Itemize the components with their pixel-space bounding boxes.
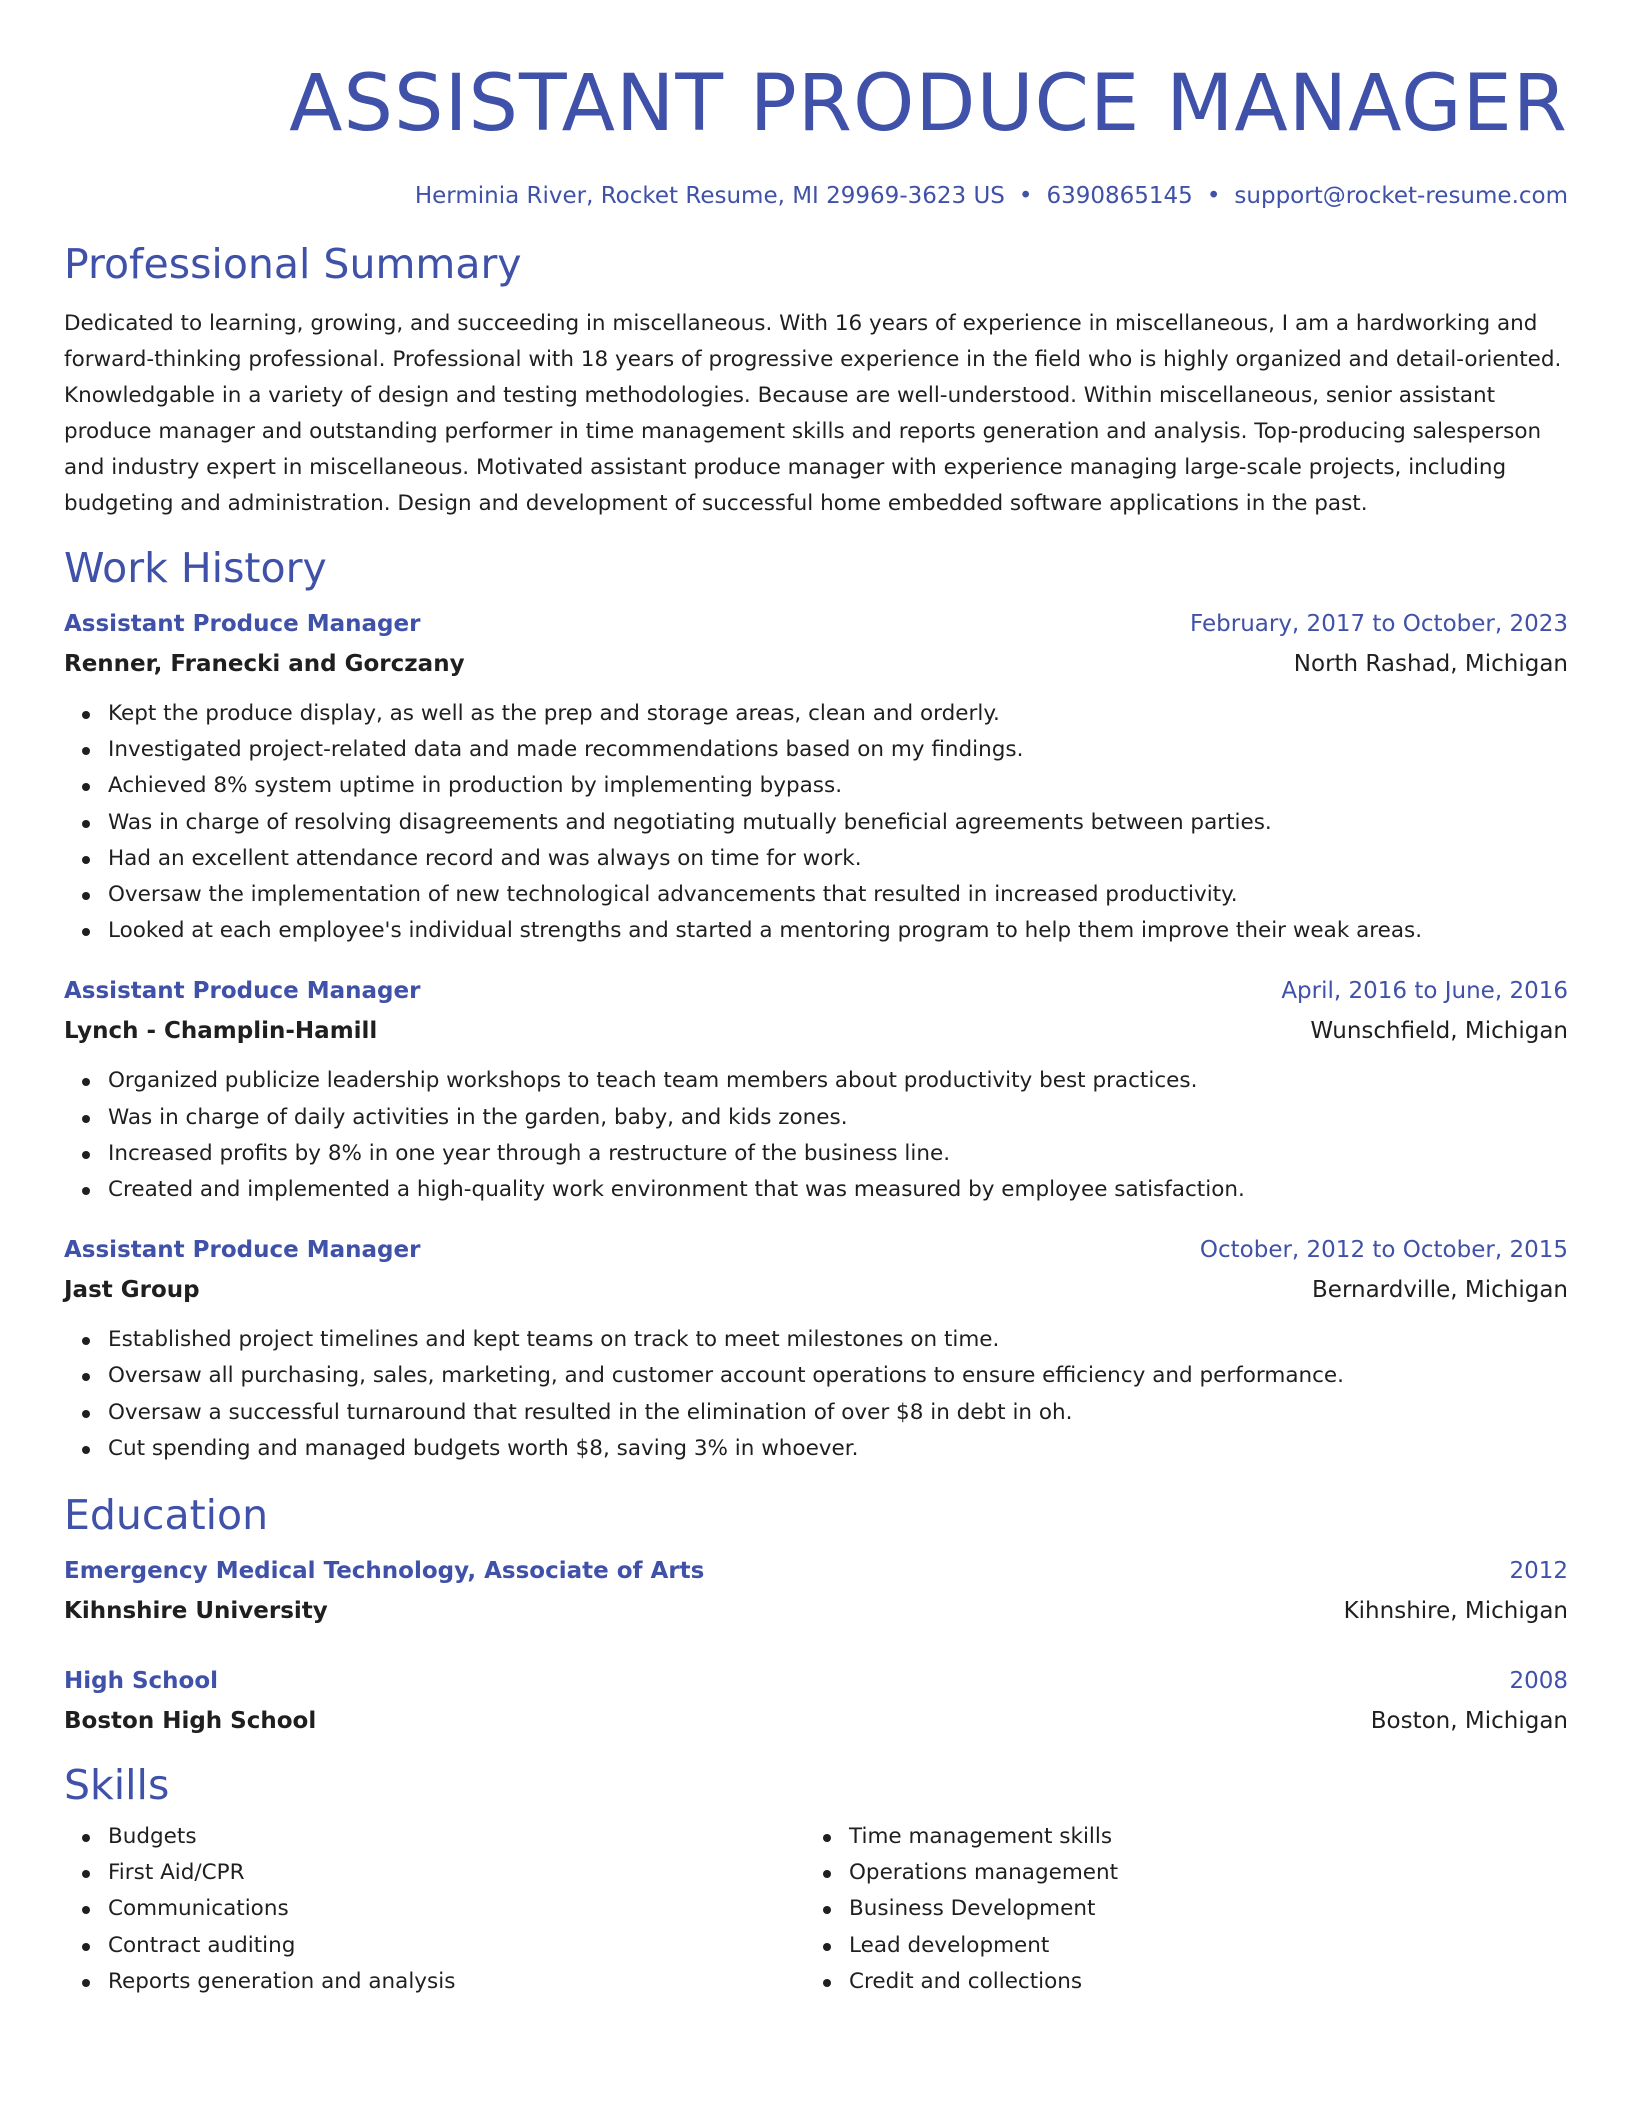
skill-item: Communications	[108, 1891, 805, 1927]
list-item: Oversaw all purchasing, sales, marketing, and customer account operations to ensure efficiency and performance.	[108, 1358, 1568, 1394]
section-title-summary: Professional Summary	[64, 240, 522, 288]
job-header-row	[64, 1230, 1568, 1270]
job-company: Lynch - Champlin-Hamill	[64, 1018, 378, 1045]
job-bullets	[64, 1322, 1568, 1467]
job-entry	[64, 971, 1568, 1208]
list-item: Increased profits by 8% in one year through a restructure of the business line.	[108, 1136, 1568, 1172]
skills-list	[64, 1819, 805, 2000]
skill-item: Time management skills	[849, 1819, 1546, 1855]
job-bullets	[64, 1063, 1568, 1208]
skill-item: Lead development	[849, 1928, 1546, 1964]
graduation-year: 2008	[1509, 1668, 1568, 1695]
skill-item: Budgets	[108, 1819, 805, 1855]
job-title: Assistant Produce Manager	[64, 611, 421, 637]
list-item: Cut spending and managed budgets worth $8, saving 3% in whoever.	[108, 1431, 1568, 1467]
section-title-skills: Skills	[64, 1761, 170, 1810]
skill-item: Contract auditing	[108, 1928, 805, 1964]
skill-item: Credit and collections	[849, 1964, 1546, 2000]
skills-list	[805, 1819, 1546, 2000]
skill-item: Business Development	[849, 1891, 1546, 1927]
skills-column-right	[805, 1819, 1546, 2000]
section-title-work-history: Work History	[64, 544, 327, 592]
list-item: Had an excellent attendance record and was always on time for work.	[108, 841, 1568, 877]
job-title: Assistant Produce Manager	[64, 1237, 421, 1264]
job-company: Jast Group	[64, 1277, 200, 1304]
separator-dot: •	[1018, 183, 1033, 209]
skills-column-left	[64, 1819, 805, 2000]
list-item: Established project timelines and kept teams on track to meet milestones on time.	[108, 1322, 1568, 1358]
phone: 6390865145	[1046, 183, 1193, 209]
job-dates: October, 2012 to October, 2015	[1199, 1237, 1568, 1264]
job-company: Renner, Franecki and Gorczany	[64, 651, 465, 677]
job-title: Assistant Produce Manager	[64, 978, 421, 1005]
list-item: Oversaw a successful turnaround that resulted in the elimination of over $8 in debt in oh.	[108, 1395, 1568, 1431]
school-name: Boston High School	[64, 1708, 317, 1735]
list-item: Achieved 8% system uptime in production by implementing bypass.	[108, 768, 1568, 804]
job-location: Wunschfield, Michigan	[1310, 1018, 1568, 1045]
degree: Emergency Medical Technology, Associate of Arts	[64, 1558, 705, 1585]
graduation-year: 2012	[1509, 1558, 1568, 1585]
email-link[interactable]: support@rocket-resume.com	[1234, 183, 1568, 209]
education-section	[64, 1489, 1568, 1741]
education-header-row	[64, 1661, 1568, 1701]
job-entry	[64, 604, 1568, 949]
page-title: ASSISTANT PRODUCE MANAGER	[289, 59, 1568, 149]
job-header-row	[64, 971, 1568, 1011]
education-header-row	[64, 1551, 1568, 1591]
skill-item: First Aid/CPR	[108, 1855, 805, 1891]
list-item: Was in charge of daily activities in the garden, baby, and kids zones.	[108, 1100, 1568, 1136]
education-entry	[64, 1551, 1568, 1631]
job-dates: April, 2016 to June, 2016	[1281, 978, 1568, 1005]
job-location: Bernardville, Michigan	[1312, 1277, 1568, 1304]
school-name: Kihnshire University	[64, 1598, 328, 1625]
job-dates: February, 2017 to October, 2023	[1190, 611, 1568, 637]
education-school-row	[64, 1591, 1568, 1631]
skill-item: Reports generation and analysis	[108, 1964, 805, 2000]
list-item: Organized publicize leadership workshops to teach team members about productivity best practices.	[108, 1063, 1568, 1099]
work-history-section	[64, 542, 1568, 1467]
section-title-education: Education	[64, 1491, 269, 1540]
degree: High School	[64, 1668, 219, 1695]
skills-columns	[64, 1819, 1568, 2000]
school-location: Kihnshire, Michigan	[1343, 1598, 1568, 1625]
list-item: Investigated project-related data and made recommendations based on my findings.	[108, 732, 1568, 768]
job-company-row	[64, 1270, 1568, 1310]
list-item: Looked at each employee's individual strengths and started a mentoring program to help them improve their weak areas.	[108, 913, 1568, 949]
education-entry	[64, 1661, 1568, 1741]
job-header-row	[64, 604, 1568, 644]
job-company-row	[64, 1011, 1568, 1051]
contact-line	[64, 180, 1568, 212]
job-location: North Rashad, Michigan	[1293, 651, 1568, 677]
job-bullets	[64, 696, 1568, 949]
address: Herminia River, Rocket Resume, MI 29969-3623 US	[414, 183, 1005, 209]
summary-text: Dedicated to learning, growing, and succeeding in miscellaneous. With 16 years of experience in miscellaneous, I am a hardworking and forward-thinking professional. Professional with 18 years of progressive experience in the field who is highly organized and detail-oriented. Knowledgable in a variety of design and testing methodologies. Because are well-understood. Within miscellaneous, senior assistant produce manager and outstanding performer in time management skills and reports generation and analysis. Top-producing salesperson and industry expert in miscellaneous. Motivated assistant produce manager with experience managing large-scale projects, including budgeting and administration. Design and development of successful home embedded software applications in the past.	[64, 311, 1562, 516]
list-item: Was in charge of resolving disagreements and negotiating mutually beneficial agreements between parties.	[108, 805, 1568, 841]
job-entry	[64, 1230, 1568, 1467]
skill-item: Operations management	[849, 1855, 1546, 1891]
skills-section	[64, 1759, 1568, 2000]
resume-header	[64, 60, 1568, 212]
separator-dot: •	[1206, 183, 1221, 209]
job-company-row	[64, 644, 1568, 684]
education-school-row	[64, 1701, 1568, 1741]
list-item: Kept the produce display, as well as the prep and storage areas, clean and orderly.	[108, 696, 1568, 732]
list-item: Created and implemented a high-quality work environment that was measured by employee satisfaction.	[108, 1172, 1568, 1208]
summary-section	[64, 238, 1568, 522]
list-item: Oversaw the implementation of new technological advancements that resulted in increased productivity.	[108, 877, 1568, 913]
school-location: Boston, Michigan	[1370, 1708, 1568, 1735]
